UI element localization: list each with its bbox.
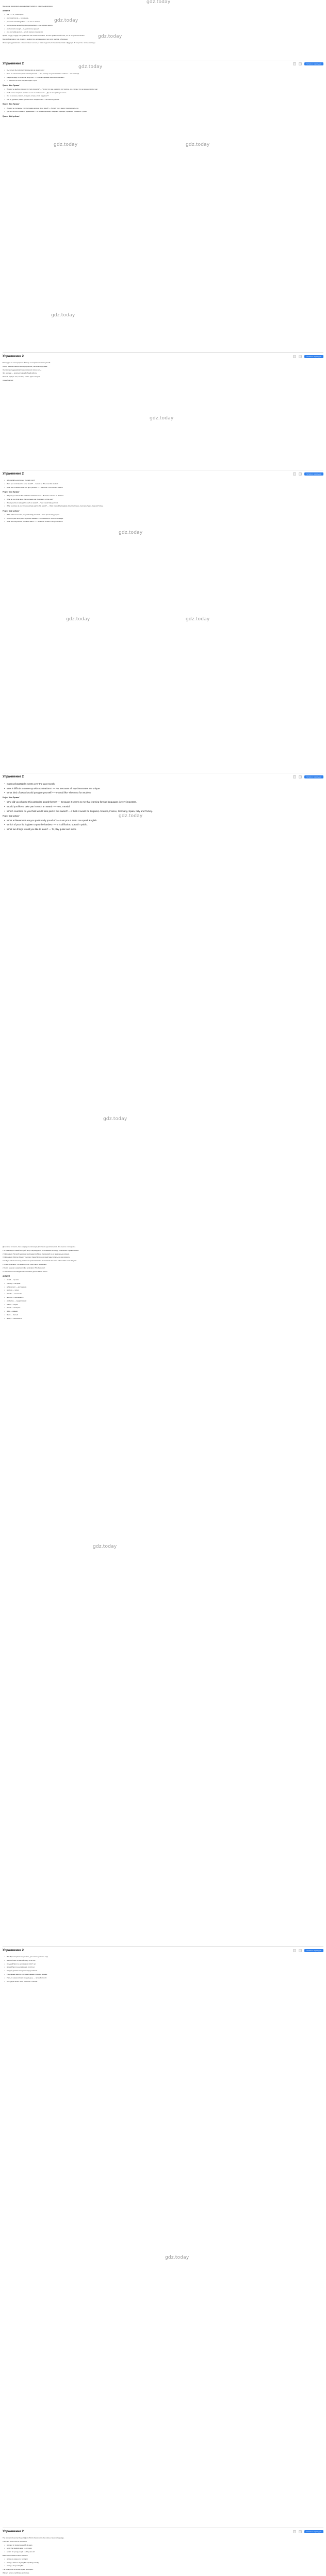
watermark: gdz.today (54, 18, 78, 23)
list-item: • Were you nominated for some award? — I would be 'The most fun student' (7, 483, 323, 485)
paragraph: Бытовой рассказ о том, почему я выбрал это направление и чего хочу достичь в будущем. (3, 38, 68, 40)
exercise-toolbar (3, 352, 323, 359)
watermark: gdz.today (119, 530, 143, 535)
vocab-item: • meeting — встреча (7, 1282, 323, 1285)
watermark: gdz.today (54, 142, 78, 147)
list-item: • Why did you choose this particular award theme? — Because it seems to me that learning foreign languages is very important. (7, 800, 323, 804)
print-icon[interactable] (293, 62, 296, 65)
paragraph: Each level consists of three sections: (3, 2554, 28, 2556)
exercise-2 (3, 362, 323, 465)
all-answers-button[interactable]: Читаем и переводим (304, 62, 323, 65)
list-item: • senior: for young people 16-20 years old (7, 2551, 323, 2553)
exercise-6 (3, 2537, 323, 2576)
subheading: Проект 'Мой рейтинг' (3, 115, 20, 117)
toolbar-actions (293, 2530, 323, 2533)
list-item: • What achievement are you particularly proud of? — I am proud that I can speak English. (7, 819, 323, 822)
list-item: • Учиться новым словам каждый день — лучший способ. (7, 1977, 323, 1979)
list-item: • that I — то, что/которое (7, 13, 323, 16)
list-item: • you are really good at — у тебя хорошо получается (7, 31, 323, 33)
exercise-title: Упражнение 2 (3, 62, 24, 65)
list-item: • Как ты думаешь, каким должен быть победитель? — Честным и добрым. (7, 98, 323, 101)
list-item: • Средний балл по английскому 16-17 лет. (7, 1963, 323, 1965)
subheading: Проект 'Моя Премия' (3, 103, 20, 106)
subheading: Project 'Моя Премия' (3, 796, 20, 799)
answer-label: ANSWER (3, 1275, 10, 1277)
top-section (3, 5, 323, 44)
list-item: • writing a letter to any English-speaking country; (7, 2562, 323, 2564)
paragraph: Эта награда — результат нашей общей работы. (3, 372, 38, 375)
list-item: • Что ты можешь сказать о людях, которые тебя окружают? (7, 95, 323, 97)
list-item: • you're good at something (doing something) — ты хорош в чем-то (7, 24, 323, 27)
vocab-item: • attend — посещать (7, 1307, 323, 1309)
paragraph: Они всегда поддерживали меня и верили в мои силы. (3, 368, 42, 371)
list-item: • Почему ты считаешь, что эта премия должна быть твоей? — Потому что я много трудился весь год. (7, 107, 323, 110)
exercise-title: Упражнение 2 (3, 775, 24, 778)
list-item: • Высший балл по английскому 19-20 лет. (7, 1959, 323, 1962)
exercise-5 (3, 1956, 323, 2522)
watermark: gdz.today (51, 313, 75, 318)
paragraph: Благодарю за этот прекрасный вечер и за признание моих усилий. (3, 361, 51, 364)
vocab-item: • productive — продуктивный (7, 1300, 323, 1302)
all-answers-button[interactable]: Читаем и переводим (304, 355, 323, 358)
paragraph: Я очень горжусь тем, что могу стоять здесь сегодня. (3, 376, 41, 378)
paragraph: Я хочу сказать спасибо моим родителям, учителям и друзьям. (3, 365, 48, 367)
toolbar-actions (293, 1949, 323, 1952)
vocab-item: • skills — навыки (7, 1310, 323, 1313)
exercise-3 (3, 479, 323, 768)
list-item: • Быть на нашем вечернем номинационном — Нет, потому что для нас самое главное — это команда. (7, 73, 323, 75)
share-icon[interactable] (299, 2530, 302, 2533)
list-item: • Мы хотели бы поприветствовать вас на нашем шоу! (7, 69, 323, 72)
list-item: • What two things would you like to learn? — To play guitar and swim. (7, 827, 323, 831)
print-icon[interactable] (293, 2530, 296, 2533)
watermark: gdz.today (186, 617, 210, 622)
list-item: • What kind of award would you give yourself? — I would like 'The most fun student' (7, 791, 323, 794)
watermark: gdz.today (146, 0, 171, 5)
print-icon[interactable] (293, 1949, 296, 1952)
vocab-item: • attitude — отношение (7, 1293, 323, 1295)
list-item: • you know how to — ты умеешь (7, 17, 323, 20)
paragraph: In today's school ceremony, we have a special award for the students who have achieved the most this year. (3, 1260, 77, 1262)
print-icon[interactable] (293, 355, 296, 358)
list-item: • Which of your list is given to you the hardest? — It is difficult for me to be on stage. (7, 517, 323, 520)
list-item: • Would you like to take part in such an award? — Yes, I would. (7, 805, 323, 808)
subheading: Проект 'Моя Премия' (3, 84, 20, 87)
share-icon[interactable] (299, 775, 302, 778)
paragraph: 1. In the nomination 'The fastest runner' Pete Ivanov is awarded. (3, 1263, 47, 1265)
list-item: • Which of your list is given to you the hardest? — It is difficult to speak in public. (7, 823, 323, 826)
list-item: • Регулярные занятия улучшают навыки чтения и письма. (7, 1973, 323, 1976)
toolbar-actions (293, 472, 323, 476)
vocab-item: • admired — восхищался (7, 1296, 323, 1299)
list-item: • Я выбрал вступительную часть для нового учебного года. (7, 1956, 323, 1958)
share-icon[interactable] (299, 1949, 302, 1952)
subheading: Project 'Мой рейтинг' (3, 510, 20, 512)
subheading: Project 'Моя Премия' (3, 490, 20, 493)
paragraph: Спасибо всем! (3, 379, 13, 381)
list-item: • Где бы ты хотел провести церемонию? — В Великобритании, Америке, Франции, Германии, Испании и Турции. (7, 110, 323, 113)
intro-text: Мне нужно продолжить мешу книжкет пописку и ответить на вопросы. (3, 5, 53, 7)
list-item: • What achievement are you particularly proud of? — I am proud of my project. (7, 514, 323, 516)
exercise-toolbar (3, 2528, 323, 2534)
list-item: • you know something about — ты что-то знаешь (7, 21, 323, 23)
exercise-4 (3, 782, 323, 1246)
share-icon[interactable] (299, 62, 302, 65)
list-item: • What countries do you think would take part in this award? — I think it would be England, America, France, Germany, Spain, Italy and Turkey. (7, 505, 323, 507)
exercise-title: Упражнение 2 (3, 2530, 24, 2533)
print-icon[interactable] (293, 775, 296, 778)
all-answers-button[interactable]: Читаем и переводим (304, 472, 323, 476)
list-item: • writing a story in English. (7, 2565, 323, 2567)
list-item: • writing an essay on a fun topic; (7, 2558, 323, 2561)
list-item: • Was it difficult to come up with nominations? — No. Because all my classmates are unique. (7, 787, 323, 790)
vocab-item: • rather — скорее (7, 1303, 323, 1306)
exercise-toolbar (3, 60, 323, 66)
share-icon[interactable] (299, 472, 302, 476)
list-item: • — Понятно. Но я не хочу выглядеть глупо. (7, 79, 323, 82)
paragraph: Прямо оттуда, откуда и мы работаем. Мы на всё способны. Но мне нравится мой план, и я не хочу ничего менять. (3, 35, 85, 37)
list-item: • you're smart enough — ты достаточно умный (7, 28, 323, 30)
paragraph: Winners receive certificates and prizes. (3, 2571, 30, 2574)
print-icon[interactable] (293, 472, 296, 476)
paragraph: 3. Номинация 'Мистер Эрудит' получает Саша Петров, который знает ответы на все вопросы. (3, 1256, 70, 1259)
paragraph: Затем прошу рассказать о своих планах на лето, а также поделиться своими мыслями о будущем. Я хочу стать частью команды. (3, 41, 96, 44)
list-item: • Мы будем писать эссе, рассказы и письма. (7, 1980, 323, 1983)
watermark: gdz.today (119, 814, 143, 819)
exercise-toolbar (3, 470, 323, 476)
watermark: gdz.today (165, 2255, 189, 2260)
watermark: gdz.today (186, 142, 210, 147)
toolbar-actions (293, 355, 323, 358)
watermark: gdz.today (78, 64, 103, 70)
all-answers-button[interactable]: Читаем и переводим (304, 1949, 323, 1952)
list-item: • What two things would you like to learn? — I would like to learn to sing and dance. (7, 520, 323, 523)
vocab-item: • success — успех (7, 1289, 323, 1292)
list-item: • What do you think about the nominees and the winners of this year? (7, 498, 323, 501)
subheading: Project 'Мой рейтинг' (3, 815, 20, 817)
all-answers-button[interactable]: Читаем и переводим (304, 2530, 323, 2533)
exercise-title: Упражнение 2 (3, 354, 24, 358)
paragraph: 2. Katya Ivanova is awarded in the nomination 'The best cook'. (3, 1266, 46, 1269)
vocab-item: • achievement — достижение (7, 1286, 323, 1289)
vocab-item: • ability — способность (7, 1317, 323, 1320)
list-item: • primary: for students aged 8-11 years (7, 2544, 323, 2547)
list-item: • Which countries do you think would take part in this award? — I think it would be England, America, France, Germany, Spain, Italy and Turkey. (7, 809, 323, 813)
all-answers-button[interactable]: Читаем и переводим (304, 775, 323, 778)
exercise-title: Упражнение 2 (3, 472, 24, 476)
list-item: • Ты бы хотел получить премию за что-то особенное? — Да, за мою работу в школе. (7, 92, 323, 94)
list-item: • What kind of award would you give yourself? — I would like 'The most fun student' (7, 486, 323, 489)
paragraph: 1. В номинации 'Самый быстрый бегун' награждается Петя Иванов за победу в школьных соревнованиях. (3, 1249, 79, 1251)
paragraph: 3. The award in the 'Megamind' nomination goes to Sasha Petrov. (3, 1270, 48, 1273)
watermark: gdz.today (98, 34, 122, 39)
list-item: • Каждый должен выступить перед классом. (7, 1970, 323, 1972)
middle-section (3, 1246, 323, 1941)
share-icon[interactable] (299, 355, 302, 358)
watermark: gdz.today (93, 1544, 117, 1549)
watermark: gdz.today (103, 1116, 127, 1122)
list-item: • unforgettable events over the past month (7, 479, 323, 482)
exercise-toolbar (3, 1946, 323, 1953)
vocab-item: • fluent — беглый (7, 1314, 323, 1316)
toolbar-actions (293, 775, 323, 778)
exercise-title: Упражнение 2 (3, 1948, 24, 1952)
watermark: gdz.today (66, 617, 90, 622)
exercise-toolbar (3, 773, 323, 779)
list-item: • junior: for students aged 11-16 years (7, 2547, 323, 2550)
list-item: • Какую награду ты хотел бы получить? — А ты бы? Премия Золотые Слоновые? (7, 76, 323, 79)
list-item: • Почему ты выбрал именно эту тему проекта? — Потому что мне нравится этот вопрос, и я считаю, что он важен для всех нас. (7, 88, 323, 91)
paragraph: Дети могут сочинить свою награду и номинацию для своих одноклассников. Это весело и интересно. (3, 1245, 76, 1248)
toolbar-actions (293, 62, 323, 65)
watermark: gdz.today (150, 416, 174, 421)
list-item: • Would you like to take part in such an award? — Yes, I would take part in it. (7, 502, 323, 504)
vocab-item: • award — премия (7, 1279, 323, 1281)
paragraph: The number chosen by the participant. But it should not be the native or second language. (3, 2536, 64, 2539)
list-item: • most unforgettable events over the past month (7, 782, 323, 786)
exercise-1 (3, 69, 323, 347)
list-item: • Низкий балл по английскому 10-12 лет. (7, 1966, 323, 1969)
paragraph: The essay must be written by the participant. (3, 2568, 34, 2571)
paragraph: There are three levels in the award: (3, 2540, 27, 2543)
paragraph: 2. Номинация 'Лучший художник' присуждается Маше Смирновой за её прекрасные рисунки. (3, 1252, 70, 1255)
list-item: • Why did you choose this particular award theme? — Because I want to be the best. (7, 495, 323, 497)
answer-label: ANSWER (3, 10, 10, 12)
